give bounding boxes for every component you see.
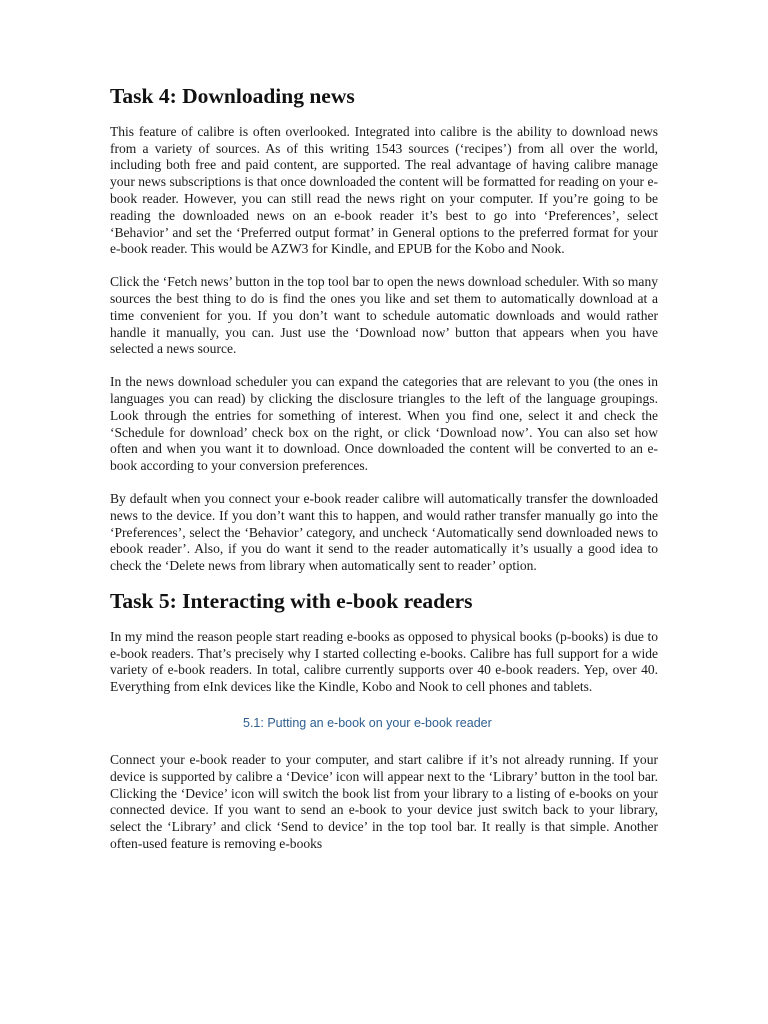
task4-paragraph-2: Click the ‘Fetch news’ button in the top tool bar to open the news download scheduler. With so many sources the best thing to do is find the ones you like and set them to automatically download at a time convenient for you. If you don’t want to schedule automatic downloads and would rather handle it manually, you can. Just use the ‘Download now’ button that appears when you have selected a news source. [110, 274, 658, 357]
task4-paragraph-1: This feature of calibre is often overlooked. Integrated into calibre is the ability to download news from a variety of sources. As of this writing 1543 sources (‘recipes’) from all over the world, including both free and paid content, are supported. The real advantage of having calibre manage your news subscriptions is that once downloaded the content will be formatted for reading on your e-book reader. However, you can still read the news right on your computer. If you’re going to be reading the downloaded news on an e-book reader it’s best to go into ‘Preferences’, select ‘Behavior’ and set the ‘Preferred output format’ in General options to the preferred format for your e-book reader. This would be AZW3 for Kindle, and EPUB for the Kobo and Nook. [110, 123, 658, 257]
section-5-1-subheading: 5.1: Putting an e-book on your e-book reader [243, 715, 492, 730]
task4-paragraph-3: In the news download scheduler you can expand the categories that are relevant to you (the ones in languages you can read) by clicking the disclosure triangles to the left of the language groupings. Look through the entries for something of interest. When you find one, select it and check the ‘Schedule for download’ check box on the right, or click ‘Download now’. You can also set how often and when you want it to download. Once downloaded the content will be converted to an e-book according to your conversion preferences. [110, 374, 658, 474]
task5-body-paragraph: Connect your e-book reader to your computer, and start calibre if it’s not already running. If your device is supported by calibre a ‘Device’ icon will appear next to the ‘Library’ button in the tool bar. Clicking the ‘Device’ icon will switch the book list from your library to a listing of e-books on your connected device. If you want to send an e-book to your device just switch back to your library, select the ‘Library’ and click ‘Send to device’ in the top tool bar. It really is that simple. Another often-used feature is removing e-books [110, 751, 658, 851]
task4-paragraph-4: By default when you connect your e-book reader calibre will automatically transfer the downloaded news to the device. If you don’t want this to happen, and would rather transfer manually go into the ‘Preferences’, select the ‘Behavior’ category, and uncheck ‘Automatically send downloaded news to ebook reader’. Also, if you do want it send to the reader automatically it’s usually a good idea to check the ‘Delete news from library when automatically sent to reader’ option. [110, 490, 658, 574]
task5-heading: Task 5: Interacting with e-book readers [110, 588, 473, 613]
task4-heading: Task 4: Downloading news [110, 84, 355, 108]
document-page [110, 84, 658, 853]
task5-intro-paragraph: In my mind the reason people start reading e-books as opposed to physical books (p-books) is due to e-book readers. That’s precisely why I started collecting e-books. Calibre has full support for a wide variety of e-book readers. In total, calibre currently supports over 40 e-book readers. Yep, over 40. Everything from eInk devices like the Kindle, Kobo and Nook to cell phones and tablets. [110, 628, 658, 695]
